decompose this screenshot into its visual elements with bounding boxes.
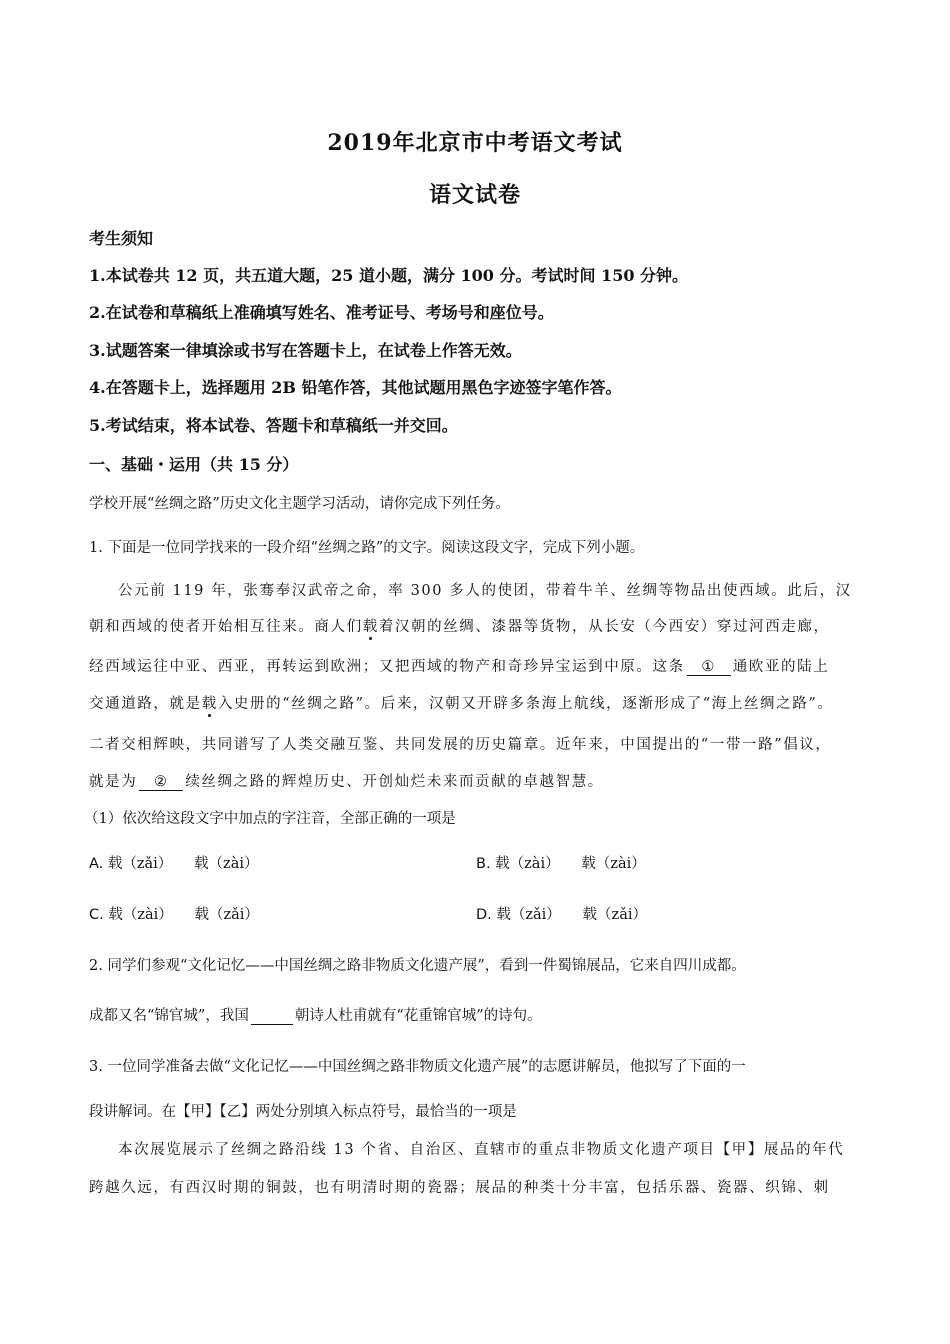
passage-line-3: 经西域运往中亚、西亚，再转运到欧洲；又把西域的物产和奇珍异宝运到中原。这条 ① 通欧亚的陆上 <box>89 659 830 675</box>
exam-subtitle: 语文试卷 <box>428 182 521 208</box>
sub-question-1: （1）依次给这段文字中加点的字注音，全部正确的一项是 <box>84 811 456 827</box>
dotted-char: 载 <box>201 696 218 712</box>
passage-line-1: 公元前 119 年，张骞奉汉武帝之命，率 300 多人的使团，带着牛羊、丝绸等物品出使西域。此后，汉 <box>118 583 852 599</box>
passage-line-2: 朝和西域的使者开始相互往来。商人们载着汉朝的丝绸、漆器等货物，从长安（今西安）穿过河西走廊， <box>89 619 830 635</box>
option-a[interactable]: A. 载（zǎi） 载（zài） <box>89 856 259 872</box>
question-2-line-2: 成都又名“锦官城”，我国 朝诗人杜甫就有“花重锦官城”的诗句。 <box>89 1008 542 1024</box>
answer-blank[interactable] <box>251 1008 293 1025</box>
notice-item-5: 5.考试结束，将本试卷、答题卡和草稿纸一并交回。 <box>89 416 458 435</box>
option-b[interactable]: B. 载（zài） 载（zài） <box>476 856 646 872</box>
option-d[interactable]: D. 载（zǎi） 载（zǎi） <box>476 907 647 923</box>
blank-2: ② <box>139 774 183 791</box>
passage-line-4: 交通道路，就是载入史册的“丝绸之路”。后来，汉朝又开辟多条海上航线，逐渐形成了“海上丝绸之路”。 <box>89 696 834 712</box>
q3-passage-line-1: 本次展览展示了丝绸之路沿线 13 个省、自治区、直辖市的重点非物质文化遗产项目【甲】展品的年代 <box>118 1142 845 1158</box>
section-intro: 学校开展“丝绸之路”历史文化主题学习活动，请你完成下列任务。 <box>89 496 510 512</box>
option-c[interactable]: C. 载（zài） 载（zǎi） <box>89 907 259 923</box>
passage-line-5: 二者交相辉映，共同谱写了人类交融互鉴、共同发展的历史篇章。近年来，中国提出的“一带一路”倡议， <box>89 737 832 753</box>
notice-heading: 考生须知 <box>89 229 154 248</box>
q3-passage-line-2: 跨越久远，有西汉时期的铜鼓，也有明清时期的瓷器；展品的种类十分丰富，包括乐器、瓷器、织锦、刺 <box>89 1180 830 1196</box>
section-heading: 一、基础・运用（共 15 分） <box>89 455 299 474</box>
notice-item-3: 3.试题答案一律填涂或书写在答题卡上，在试卷上作答无效。 <box>89 341 522 360</box>
passage-line-6: 就是为 ② 续丝绸之路的辉煌历史、开创灿烂未来而贡献的卓越智慧。 <box>89 774 604 790</box>
notice-item-2: 2.在试卷和草稿纸上准确填写姓名、准考证号、考场号和座位号。 <box>89 303 554 322</box>
notice-item-4: 4.在答题卡上，选择题用 2B 铅笔作答，其他试题用黑色字迹签字笔作答。 <box>89 378 622 397</box>
question-1-stem: 1. 下面是一位同学找来的一段介绍“丝绸之路”的文字。阅读这段文字，完成下列小题。 <box>89 540 645 556</box>
exam-title: 2019年北京市中考语文考试 <box>327 130 623 156</box>
dotted-char: 载 <box>362 619 379 635</box>
question-3-line-2: 段讲解词。在【甲】【乙】两处分别填入标点符号，最恰当的一项是 <box>89 1104 517 1120</box>
notice-item-1: 1.本试卷共 12 页，共五道大题，25 道小题，满分 100 分。考试时间 150 分钟。 <box>89 266 689 285</box>
blank-1: ① <box>687 659 731 676</box>
question-2-line-1: 2. 同学们参观“文化记忆——中国丝绸之路非物质文化遗产展”，看到一件蜀锦展品，它来自四川成都。 <box>89 958 746 974</box>
question-3-line-1: 3. 一位同学准备去做“文化记忆——中国丝绸之路非物质文化遗产展”的志愿讲解员，他拟写了下面的一 <box>89 1059 746 1075</box>
